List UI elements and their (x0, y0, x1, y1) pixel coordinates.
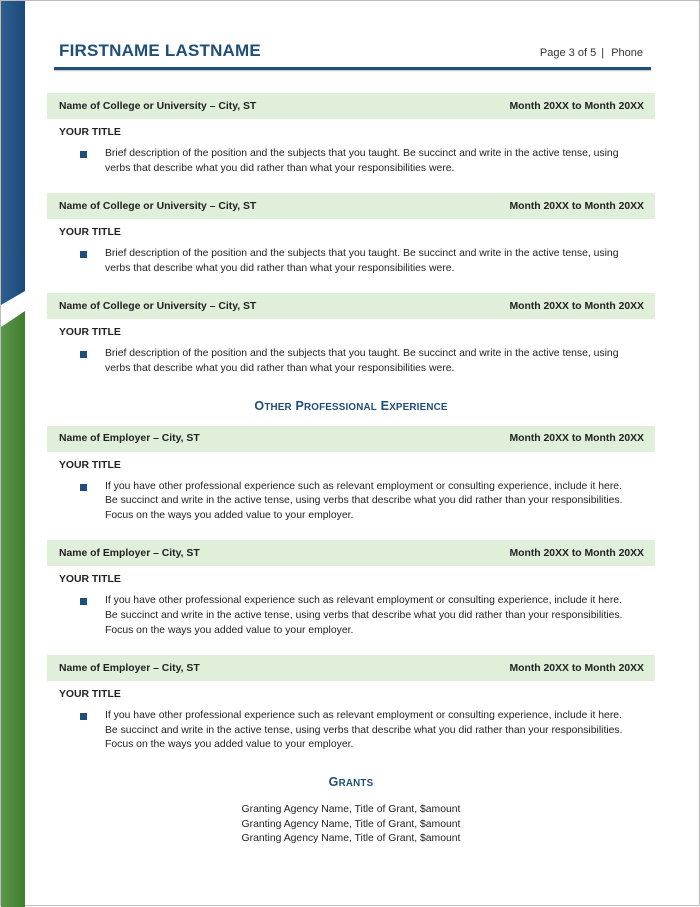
teaching-entry (47, 293, 655, 376)
institution: Name of College or University – City, ST (59, 300, 257, 312)
grant-item: Granting Agency Name, Title of Grant, $amount (241, 803, 461, 815)
experience-entry (47, 426, 655, 524)
bullet-item (105, 247, 635, 276)
employer: Name of Employer – City, ST (59, 662, 200, 674)
bullet-text: If you have other professional experience such as relevant employment or consulting experience, include it here. Be succinct and write in the active tense, using verbs that describe what you did rather than your responsibilities. Focus on the ways you added value to your employer. (105, 710, 623, 751)
square-bullet-icon (80, 484, 87, 491)
job-title: YOUR TITLE (59, 327, 121, 339)
entry-bar (47, 93, 655, 119)
job-title: YOUR TITLE (59, 689, 121, 701)
separator: | (601, 47, 605, 59)
section-heading-other-experience: OTHER PROFESSIONAL EXPERIENCE (254, 398, 448, 413)
bullet-item (105, 147, 635, 176)
employer: Name of Employer – City, ST (59, 433, 200, 445)
experience-entry (47, 540, 655, 638)
employer: Name of Employer – City, ST (59, 547, 200, 559)
header-rule (54, 67, 651, 70)
resume-content (47, 93, 655, 847)
dates: Month 20XX to Month 20XX (509, 200, 644, 212)
square-bullet-icon (80, 713, 87, 720)
bullet-text: Brief description of the position and the subjects that you taught. Be succinct and write in the active tense, using verbs that describe what you did rather than what your responsibilities were. (105, 348, 619, 374)
dates: Month 20XX to Month 20XX (509, 100, 644, 112)
section-heading-grants: GRANTS (328, 774, 374, 789)
entry-bar (47, 655, 655, 681)
dates: Month 20XX to Month 20XX (509, 547, 644, 559)
grants-list (47, 803, 655, 847)
dates: Month 20XX to Month 20XX (509, 662, 644, 674)
bullet-text: If you have other professional experience such as relevant employment or consulting experience, include it here. Be succinct and write in the active tense, using verbs that describe what you did rather than your responsibilities. Focus on the ways you added value to your employer. (105, 595, 623, 636)
teaching-entry (47, 193, 655, 276)
teaching-entry (47, 93, 655, 176)
job-title: YOUR TITLE (59, 574, 121, 586)
page-number: Page 3 of 5 (539, 47, 597, 59)
bullet-item (105, 594, 635, 638)
bullet-item (105, 480, 635, 524)
bullet-item (105, 347, 635, 376)
job-title: YOUR TITLE (59, 459, 121, 471)
square-bullet-icon (80, 351, 87, 358)
entry-bar (47, 293, 655, 319)
dates: Month 20XX to Month 20XX (509, 300, 644, 312)
candidate-name: FIRSTNAME LASTNAME (59, 41, 261, 60)
entry-bar (47, 540, 655, 566)
experience-entry (47, 655, 655, 753)
bullet-item (105, 709, 635, 753)
square-bullet-icon (80, 251, 87, 258)
bullet-text: Brief description of the position and the subjects that you taught. Be succinct and write in the active tense, using verbs that describe what you did rather than what your responsibilities were. (105, 248, 619, 274)
institution: Name of College or University – City, ST (59, 100, 257, 112)
square-bullet-icon (80, 598, 87, 605)
bullet-text: If you have other professional experience such as relevant employment or consulting experience, include it here. Be succinct and write in the active tense, using verbs that describe what you did rather than your responsibilities. Focus on the ways you added value to your employer. (105, 480, 623, 521)
institution: Name of College or University – City, ST (59, 200, 257, 212)
job-title: YOUR TITLE (59, 227, 121, 239)
job-title: YOUR TITLE (59, 127, 121, 138)
page-info (540, 47, 643, 59)
entry-bar (47, 426, 655, 452)
decorative-side-band (1, 1, 25, 907)
dates: Month 20XX to Month 20XX (509, 433, 644, 445)
square-bullet-icon (80, 151, 87, 158)
entry-bar (47, 193, 655, 219)
grant-item: Granting Agency Name, Title of Grant, $amount (241, 833, 461, 845)
phone: Phone (611, 47, 643, 59)
page-header (59, 41, 649, 65)
bullet-text: Brief description of the position and the subjects that you taught. Be succinct and write in the active tense, using verbs that describe what you did rather than what your responsibilities were. (105, 148, 619, 174)
grant-item: Granting Agency Name, Title of Grant, $amount (241, 818, 461, 830)
